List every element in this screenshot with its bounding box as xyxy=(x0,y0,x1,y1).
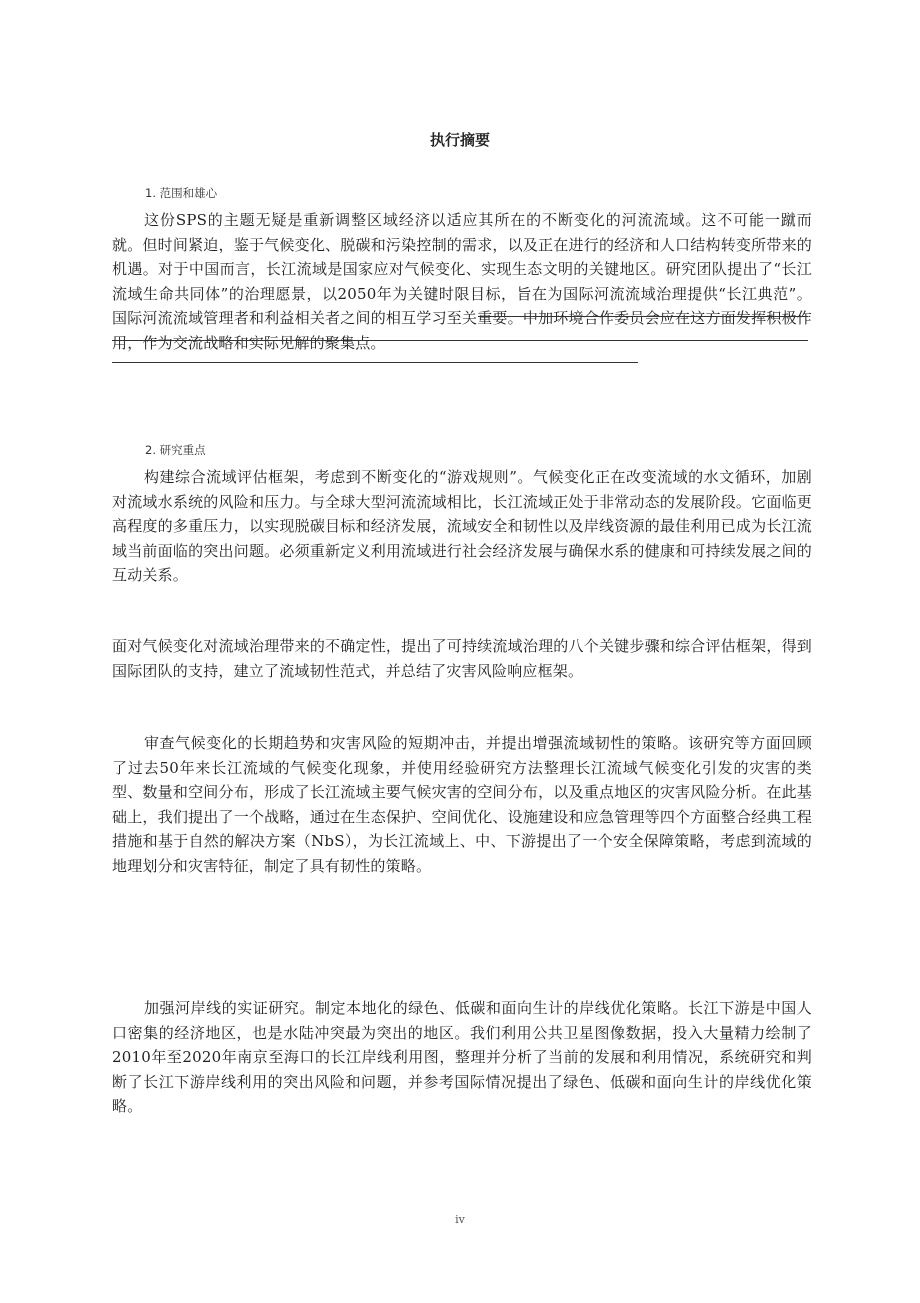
paragraph-climate-risk: 审查气候变化的长期趋势和灾害风险的短期冲击，并提出增强流域韧性的策略。该研究等方面回顾了过去50年来长江流域的气候变化现象，并使用经验研究方法整理长江流域气候变化引发的灾害的类型、数量和空间分布，形成了长江流域主要气候灾害的空间分布，以及重点地区的灾害风险分析。在此基础上，我们提出了一个战略，通过在生态保护、空间优化、设施建设和应急管理等四个方面整合经典工程措施和基于自然的解决方案（NbS），为长江流域上、中、下游提出了一个安全保障策略，考虑到流域的地理划分和灾害特征，制定了具有韧性的策略。 xyxy=(112,734,812,875)
page-title: 执行摘要 xyxy=(429,131,490,149)
paragraph-framework: 面对气候变化对流域治理带来的不确定性，提出了可持续流域治理的八个关键步骤和综合评估框架，得到国际团队的支持，建立了流域韧性范式，并总结了灾害风险响应框架。 xyxy=(112,637,812,680)
divider-line xyxy=(112,362,638,363)
strike-line-1 xyxy=(478,316,808,317)
page-number: iv xyxy=(455,1213,465,1226)
paragraph-focus: 构建综合流域评估框架，考虑到不断变化的“游戏规则”。气候变化正在改变流域的水文循环，加剧对流域水系统的风险和压力。与全球大型河流流域相比，长江流域正处于非常动态的发展阶段。它面临更高程度的多重压力，以实现脱碳目标和经济发展，流域安全和韧性以及岸线资源的最佳利用已成为长江流域当前面临的突出问题。必须重新定义利用流域进行社会经济发展与确保水系的健康和可持续发展之间的互动关系。 xyxy=(112,468,812,584)
paragraph-shoreline: 加强河岸线的实证研究。制定本地化的绿色、低碳和面向生计的岸线优化策略。长江下游是中国人口密集的经济地区，也是水陆冲突最为突出的地区。我们利用公共卫星图像数据，投入大量精力绘制了2010年至2020年南京至海口的长江岸线利用图，整理并分析了当前的发展和利用情况，系统研究和判断了长江下游岸线利用的突出风险和问题，并参考国际情况提出了绿色、低碳和面向生计的岸线优化策略。 xyxy=(112,999,812,1115)
strike-line-2 xyxy=(112,340,808,341)
paragraph-scope: 这份SPS的主题无疑是重新调整区域经济以适应其所在的不断变化的河流流域。这不可能一蹴而就。但时间紧迫，鉴于气候变化、脱碳和污染控制的需求，以及正在进行的经济和人口结构转变所带来的机遇。对于中国而言，长江流域是国家应对气候变化、实现生态文明的关键地区。研究团队提出了“长江流域生命共同体”的治理愿景，以2050年为关键时限目标，旨在为国际河流流域治理提供“长江典范”。国际河流流域管理者和利益相关者之间的相互学习至关重要。中加环境合作委员会应在这方面发挥积极作用，作为交流战略和实际见解的聚集点。 xyxy=(112,211,812,352)
section-heading-scope: 1. 范围和雄心 xyxy=(145,186,218,200)
section-heading-focus: 2. 研究重点 xyxy=(145,443,206,457)
